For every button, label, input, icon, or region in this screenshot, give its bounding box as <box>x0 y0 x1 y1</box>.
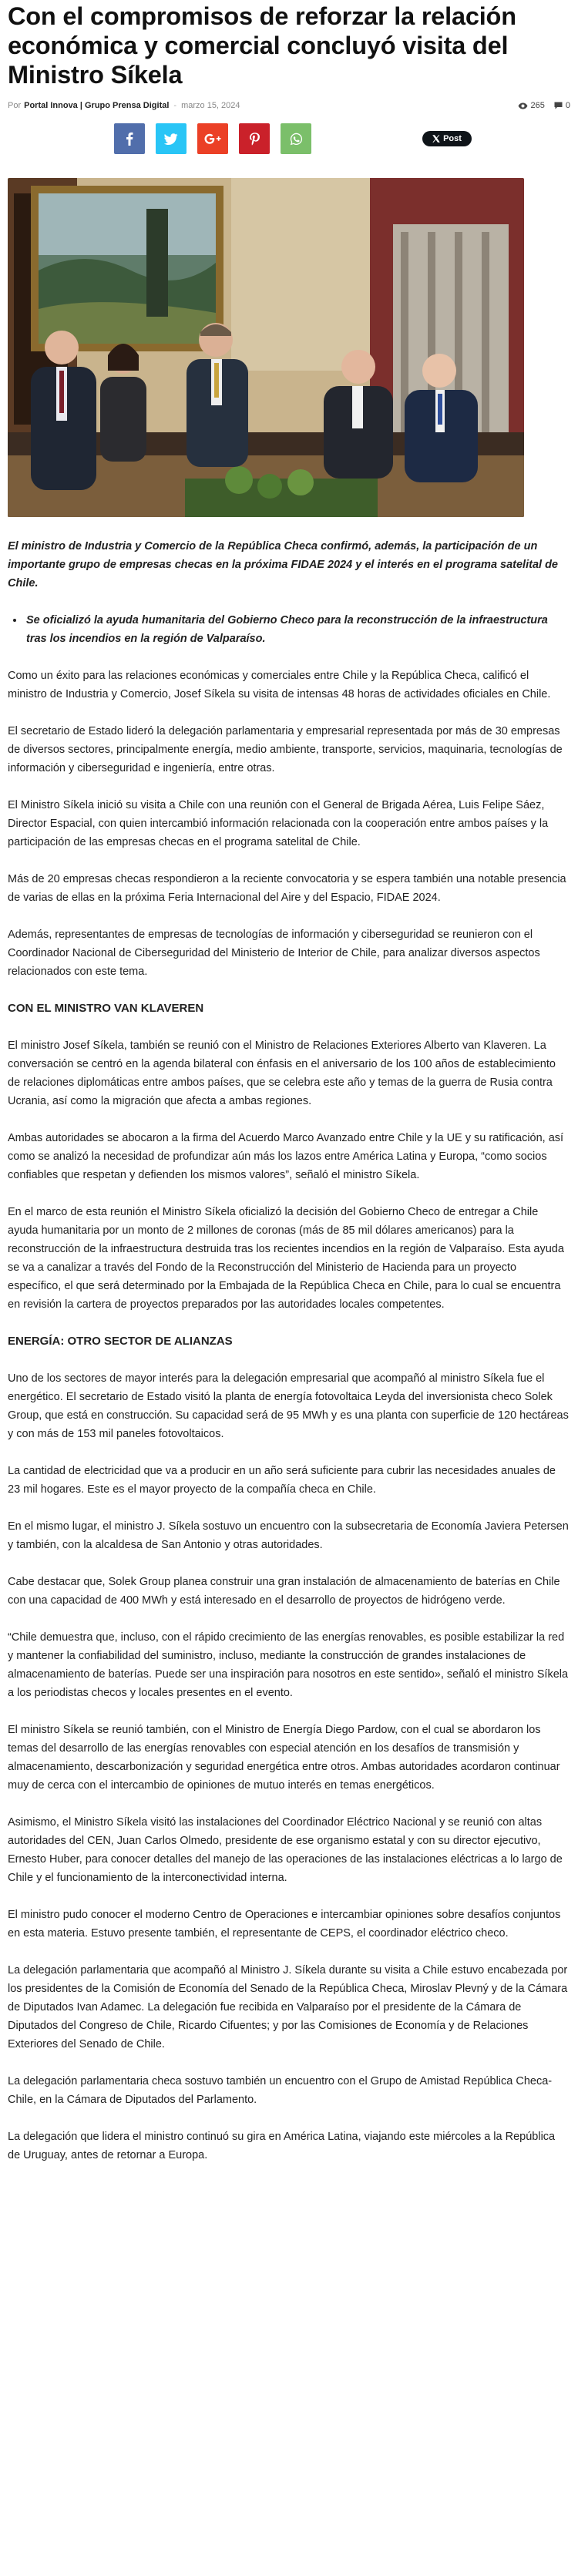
comments-counter[interactable] <box>554 101 570 110</box>
comment-icon <box>554 102 563 109</box>
views-counter <box>518 101 545 110</box>
paragraph: El ministro pudo conocer el moderno Centro de Operaciones e intercambiar opiniones sobre desafíos conjuntos en esta materia. Estuvo presente también, el representante de CEPS, el coordinador eléctrico checo. <box>8 1909 561 1940</box>
paragraph: En el marco de esta reunión el Ministro Síkela oficializó la decisión del Gobierno Checo de entregar a Chile ayuda humanitaria por un monto de 2 millones de coronas (más de 85 mil dólares americanos) para la reconstrucción de la infraestructura destruida tras los recientes incendios en la región de Valparaíso. Esta ayuda se va a canalizar a través del Fondo de la Reconstrucción del Ministerio de Hacienda para un proyecto específico, el que será determinado por la Embajada de la República Checa en Chile, para lo cual se encuentra en revisión la cartera de proyectos preparados por las autoridades locales competentes. <box>8 1206 564 1311</box>
twitter-icon <box>164 133 178 145</box>
paragraph: La delegación parlamentaria que acompañó al Ministro J. Síkela durante su visita a Chile estuvo encabezada por los presidentes de la Comisión de Economía del Senado de la República Checa, Miroslav Plevný y de la Cámara de Diputados Ivan Adamec. La delegación fue recibida en Valparaíso por el presidente de la Cámara de Diputados del Congreso de Chile, Ricardo Cifuentes; y por las Comisiones de Economía y de Relaciones Exteriores del Senado de Chile. <box>8 1964 568 2050</box>
paragraph: El ministro Síkela se reunió también, con el Ministro de Energía Diego Pardow, con el cual se abordaron los temas del desarrollo de las energías renovables con especial atención en los desafíos de transmisión y almacenamiento, descarbonización y seguridad energética entre otros. Ambas autoridades acordaron continuar muy de cerca con el intercambio de opiniones de mutuo interés en temas energéticos. <box>8 1724 560 1792</box>
paragraph: La delegación que lidera el ministro continuó su gira en América Latina, viajando este miércoles a la República de Uruguay, antes de retornar a Europa. <box>8 2131 556 2161</box>
paragraph: La cantidad de electricidad que va a producir en un año será suficiente para cubrir las necesidades anuales de 23 mil hogares. Este es el mayor proyecto de la compañía checa en Chile. <box>8 1465 556 1496</box>
paragraph: En el mismo lugar, el ministro J. Síkela sostuvo un encuentro con la subsecretaria de Economía Javiera Petersen y también, con la alcaldesa de San Antonio y otras autoridades. <box>8 1520 569 1551</box>
paragraph: La delegación parlamentaria checa sostuvo también un encuentro con el Grupo de Amistad República Checa-Chile, en la Cámara de Diputados del Parlamento. <box>8 2075 553 2106</box>
author-link[interactable]: Portal Innova | Grupo Prensa Digital <box>24 101 170 110</box>
share-pinterest-button[interactable] <box>239 123 270 154</box>
by-label: Por <box>8 101 22 110</box>
share-facebook-button[interactable] <box>114 123 145 154</box>
googleplus-icon <box>204 133 221 144</box>
article-photo <box>8 178 524 517</box>
paragraph: Como un éxito para las relaciones económicas y comerciales entre Chile y la República Checa, calificó el ministro de Industria y Comercio, Josef Síkela su visita de intensas 48 horas de actividades oficiales en Chile. <box>8 670 551 700</box>
eye-icon <box>518 102 528 109</box>
x-logo-icon <box>432 135 440 143</box>
x-post-label: Post <box>443 134 462 143</box>
paragraph: Además, representantes de empresas de tecnologías de información y ciberseguridad se reunieron con el Coordinador Nacional de Ciberseguridad del Ministerio de Interior de Chile, para analizar diversos aspectos relacionados con este tema. <box>8 929 540 978</box>
facebook-icon <box>126 132 133 146</box>
paragraph: Uno de los sectores de mayor interés para la delegación empresarial que acompañó al ministro Síkela fue el energético. El secretario de Estado visitó la planta de energía fotovoltaica Leyda del inversionista checo Solek Group, que está en construcción. Su capacidad será de 95 MWh y es una planta con superficie de 120 hectáreas y con más de 153 mil paneles fotovoltaicos. <box>8 1372 569 1440</box>
whatsapp-icon <box>290 133 303 146</box>
paragraph: El secretario de Estado lideró la delegación parlamentaria y empresarial representada por más de 30 empresas de diversos sectores, principalmente energía, medio ambiente, transporte, servicios, maquinaria, tecnologías de información y ciberseguridad e ingeniería, entre otras. <box>8 725 563 774</box>
section-heading: ENERGÍA: OTRO SECTOR DE ALIANZAS <box>8 1335 233 1348</box>
meta-separator: - <box>173 101 177 110</box>
share-googleplus-button[interactable] <box>197 123 228 154</box>
pinterest-icon <box>250 133 260 146</box>
article-meta <box>8 100 570 111</box>
article-body <box>8 537 570 2165</box>
share-twitter-button[interactable] <box>156 123 187 154</box>
article-lead: El ministro de Industria y Comercio de la República Checa confirmó, además, la participación de un importante grupo de empresas checas en la próxima FIDAE 2024 y el interés en el programa satelital de Chile. <box>8 540 558 589</box>
paragraph: “Chile demuestra que, incluso, con el rápido crecimiento de las energías renovables, es posible estabilizar la red y mantener la confiabilidad del suministro, incluso, mediante la construcción de grandes instalaciones de almacenamiento de baterías. Puede ser una inspiración para nosotros en este sentido», señaló el ministro Síkela a los periodistas checos y locales presentes en el evento. <box>8 1631 569 1699</box>
comments-count: 0 <box>565 101 570 110</box>
paragraph: Más de 20 empresas checas respondieron a la reciente convocatoria y se espera también una notable presencia de varias de ellas en la próxima Feria Internacional del Aire y del Espacio, FIDAE 2024. <box>8 873 566 904</box>
views-count: 265 <box>530 101 545 110</box>
x-post-button[interactable] <box>422 131 472 146</box>
highlight-item: • Se oficializó la ayuda humanitaria del Gobierno Checo para la reconstrucción de la infraestructura tras los incendios en la región de Valparaíso. <box>25 611 570 648</box>
paragraph: Asimismo, el Ministro Síkela visitó las instalaciones del Coordinador Eléctrico Nacional y se reunió con altas autoridades del CEN, Juan Carlos Olmedo, presidente de ese organismo estatal y con su director ejecutivo, Ernesto Huber, para conocer detalles del manejo de las operaciones de las instalaciones eléctricas a lo largo de Chile y el funcionamiento de la interconectividad interna. <box>8 1816 563 1884</box>
section-heading: CON EL MINISTRO VAN KLAVEREN <box>8 1002 204 1015</box>
paragraph: El Ministro Síkela inició su visita a Chile con una reunión con el General de Brigada Aérea, Luis Felipe Sáez, Director Espacial, con quien intercambió información relacionada con la cooperación entre ambos países y la participación de las empresas checas en el programa satelital de Chile. <box>8 799 549 848</box>
article-date: marzo 15, 2024 <box>181 101 240 110</box>
highlight-list <box>25 611 570 648</box>
share-whatsapp-button[interactable] <box>281 123 311 154</box>
share-bar <box>8 123 570 154</box>
article-title: Con el compromisos de reforzar la relación económica y comercial concluyó visita del Ministro Síkela <box>8 2 516 89</box>
paragraph: Cabe destacar que, Solek Group planea construir una gran instalación de almacenamiento de baterías en Chile con una capacidad de 400 MWh y está interesado en el desarrollo de proyectos de hidrógeno verde. <box>8 1576 560 1607</box>
meta-stats <box>518 101 570 110</box>
paragraph: Ambas autoridades se abocaron a la firma del Acuerdo Marco Avanzado entre Chile y la UE y su ratificación, así como se analizó la necesidad de profundizar aún más los lazos entre América Latina y Europa, “como socios confiables que respetan y defienden los mismos valores”, señaló el ministro Síkela. <box>8 1132 564 1181</box>
paragraph: El ministro Josef Síkela, también se reunió con el Ministro de Relaciones Exteriores Alberto van Klaveren. La conversación se centró en la agenda bilateral con énfasis en el aniversario de los 100 años de establecimiento de relaciones diplomáticas entre ambos países, que se celebra este año y temas de la guerra de Rusia contra Ucrania, así como la migración que afecta a ambas regiones. <box>8 1039 556 1107</box>
